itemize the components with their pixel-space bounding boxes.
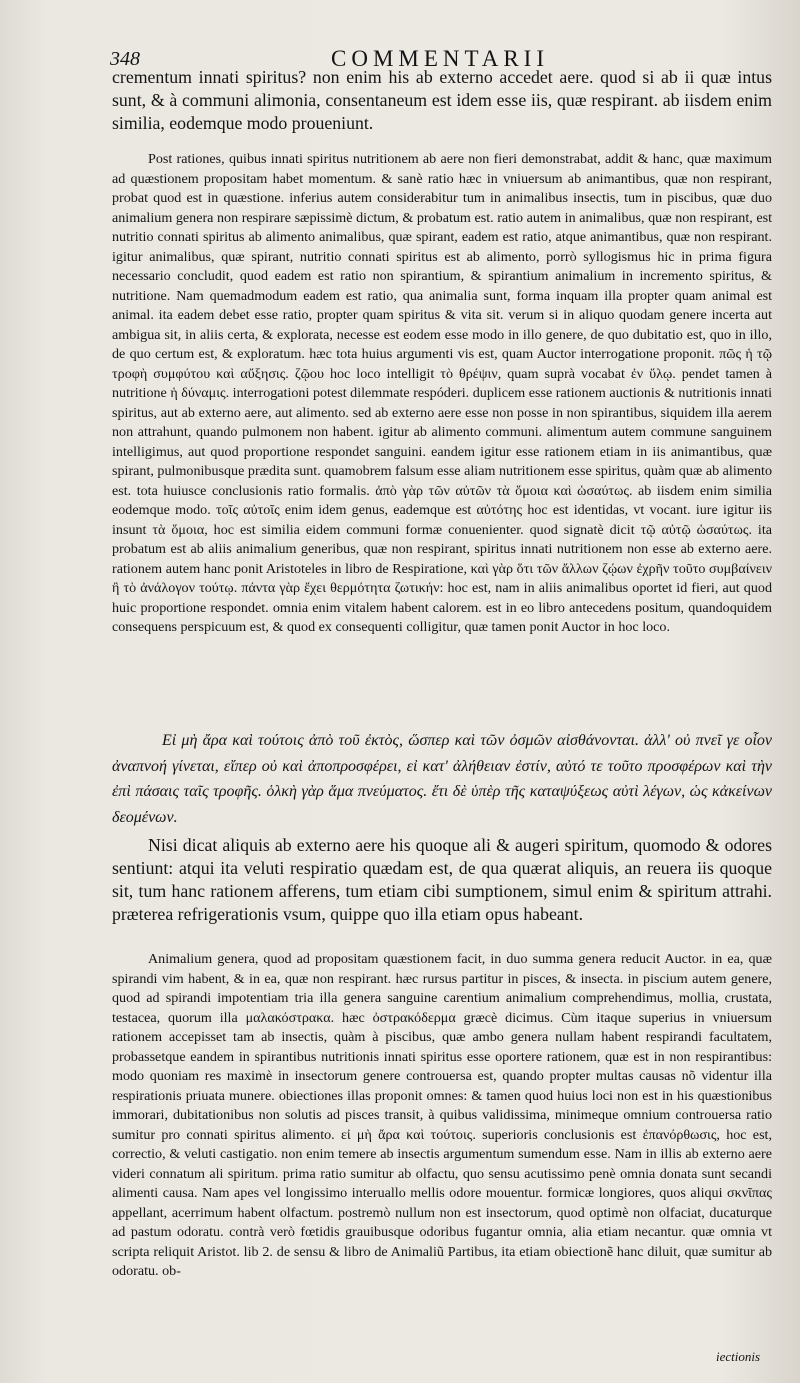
paragraph-commentary-2: Animalium genera, quod ad propositam quæstionem facit, in duo summa genera reducit Auctor. in ea, quæ spirandi vim habent, & in ea, quæ non respirant. hæc rursus partitur in pisces, & insecta. in piscium autem genere, quod ad spirandi impotentiam tria illa genera sanguine carentium animalium comprehendimus, mollia, crustata, testacea, quorum illa μαλακόστρακα. hæc ὀστρακόδερμα græcè dicimus. Cùm itaque superius in vniuersum rationem accepisset tam ab insectis, quàm à piscibus, quæ ambo genera nullam habent respirandi facultatem, probassetque eandem in spirantibus nutritionis innati spiritus esse oportere rationem, quæ est in non respirantibus: modo quoniam res maximè in insectorum genere controuersa est, quando propter multas causas nõ videntur illa respirationis priuata munere. obiectiones illas proponit omnes: & tamen quod huius loci non est in his quæstionibus immorari, dubitationibus non solutis ad pisces transit, à quibus validissima, minimeque omnium controuersa ratio sumitur pro connati spiritus alimento. εἰ μὴ ἄρα καὶ τούτοις. superioris conclusionis est ἐπανόρθωσις, hoc est, correctio, & veluti castigatio. non enim temere ab insectis argumentum sumendum esse. Nam in illis ab externo aere videri connatum ali spiritum. prima ratio sumitur ab olfactu, quo sensu acutissimo penè omnia donata sunt secandi alimenti causa. Nam apes vel longissimo interuallo mellis odore mouentur. formicæ longiores, quos aliqui σκνῖπας appellant, acerrimum habent olfactum. postremò nullum non est insectorum, quod optimè non olfaciat, ducaturque ad pastum odoratu. contrà verò fœtidis grauibusque odoribus fugantur omnia, alia etiam necantur. quæ omnia vt scripta reliquit Aristot. lib 2. de sensu & libro de Animaliũ Partibus, ita etiam obiectionẽ hanc diluit, quæ sumitur ab odoratu. ob- [112,951,772,1279]
paragraph-commentary: Post rationes, quibus innati spiritus nutritionem ab aere non fieri demonstrabat, addit & hanc, quæ maximum ad quæstionem propositam habet momentum. & sanè ratio hæc in vniuersum ab animantibus, quæ non respirant, probat quod est in quæstione. inferius autem considerabitur tum in animalibus insectis, tum in piscibus, quæ duo animalium genera non respirare sæpissimè dictum, & probatum est. ratio autem in animalibus, quæ non respirant, est nutritio connati spiritus ab alimento animalibus, quæ spirant, eadem est ratio, atque animantibus, quæ non respirant. igitur animalibus, quæ spirant, nutritio connati spiritus est ab alimento, porrò syllogismus hic in prima figura necessario concludit, quod eadem est ratio non spirantium, & spirantium animalium in incremento spiritus, & nutritione. Nam quemadmodum eadem est ratio, qua animalia sunt, forma inquam illa propter quam animal est animal. ita eadem debet esse ratio, propter quam spiritus & vita sit. verum si in aliquo quodam genere incerta aut ambigua sit, in aliis certa, & explorata, necesse est eodem esse modo in illo genere, de quo dubitatio est, quo in illo, de quo certum est, & exploratum. hæc tota huius argumenti vis est, quam Auctor interrogatione proponit. πῶς ἡ τῷ τροφὴ συμφύτου καὶ αὔξησις. ζῷου hoc loco intelligit τὸ θρέψιν, quam suprà vocabat ἐν ὕλῳ. pendet tamen à nutritione ἡ δύναμις. interrogationi potest dilemmate respóderi. duplicem esse rationem auctionis & nutritionis innati spiritus, aut ab externo aere, aut alimento. sed ab externo aere esse non posse in non spirantibus, siquidem illa aerem non attrahunt, quando pulmonem non habent. igitur ab alimento communi. alimentum autem commune sanguinem intelligimus, aut quod proportione respondet sanguini. eandem igitur esse rationem etiam in iis animantibus, quæ spirant, pulmonibusque prædita sunt. quamobrem falsum esse aliam nutritionem esse spiritus, quàm quæ ab alimento est. tota huiusce conclusionis ratio formalis. ἀπὸ γὰρ τῶν αὐτῶν τὰ ὅμοια καὶ ὡσαύτως. ab iisdem enim similia eodemque modo. τοῖς αὐτοῖς enim idem genus, eademque est αὐτότης hoc est identidas, vt vocant. iure igitur iis insunt τὰ ὅμοια, hoc est similia eidem communi formæ conuenienter. quod signatè dicit τῷ αὐτῷ ὡσαύτως. ita probatum est ab aliis animalium generibus, quæ non respirant, spiritus innati nutritionem non esse ab externo aere. rationem autem hanc ponit Aristoteles in libro de Respiratione, καὶ γὰρ ὅτι τῶν ἄλλων ζῴων ἐχρῆν τοῦτο συμβαίνειν ἢ τὸ ἀνάλογον τούτῳ. πάντα γὰρ ἔχει θερμότητα ζωτικήν: hoc est, nam in aliis animalibus oportet id fieri, aut quod huic proportione respondet. omnia enim vitalem habent calorem. est in eo libro antecedens positum, quandoquidem consequens perspicuum est, & quod ex consequenti colligitur, quæ tamen ponit Auctor in hoc loco. [112,151,772,635]
running-title: COMMENTARII [331,46,549,71]
page-number: 348 [110,48,140,70]
paragraph-latin-translation: Nisi dicat aliquis ab externo aere his quoque ali & augeri spiritum, quomodo & odores sentiunt: atqui ita veluti respiratio quædam est, de qua quærat aliquis, an reuera iis quoque sit, tum hanc rationem afferens, tum etiam cibi sumptionem, simul enim & spiritum attrahi. præterea refrigerationis vsum, quippe quo illa etiam opus habeant. [112,835,772,924]
paragraph-greek-text: Εἰ μὴ ἄρα καὶ τούτοις ἀπὸ τοῦ ἐκτὸς, ὥσπερ καὶ τῶν ὀσμῶν αἰσθάνονται. ἀλλ' οὐ πνεῖ γε οἷον ἀναπνοή γίνεται, εἴπερ οὐ καὶ ἀποπροσφέρει, εἰ κατ' ἀλήθειαν ἐστίν, αὐτό τε τοῦτο προσφέρων καὶ τὴν ἐπὶ πάσαις ταῖς τροφῆς. ὁλκὴ γὰρ ἅμα πνεύματος. ἔτι δὲ ὑπὲρ τῆς καταψύξεως αὐτὶ λέγων, ὡς κἀκείνων δεομένων. [112,732,772,826]
paragraph-continuation: crementum innati spiritus? non enim his ab externo accedet aere. quod si ab ii quæ intus sunt, & à communi alimonia, consentaneum est idem esse iis, quæ respirant. ab iisdem enim similia, eodemque modo proueniunt. [112,67,772,133]
catchword: iectionis [715,1349,760,1364]
